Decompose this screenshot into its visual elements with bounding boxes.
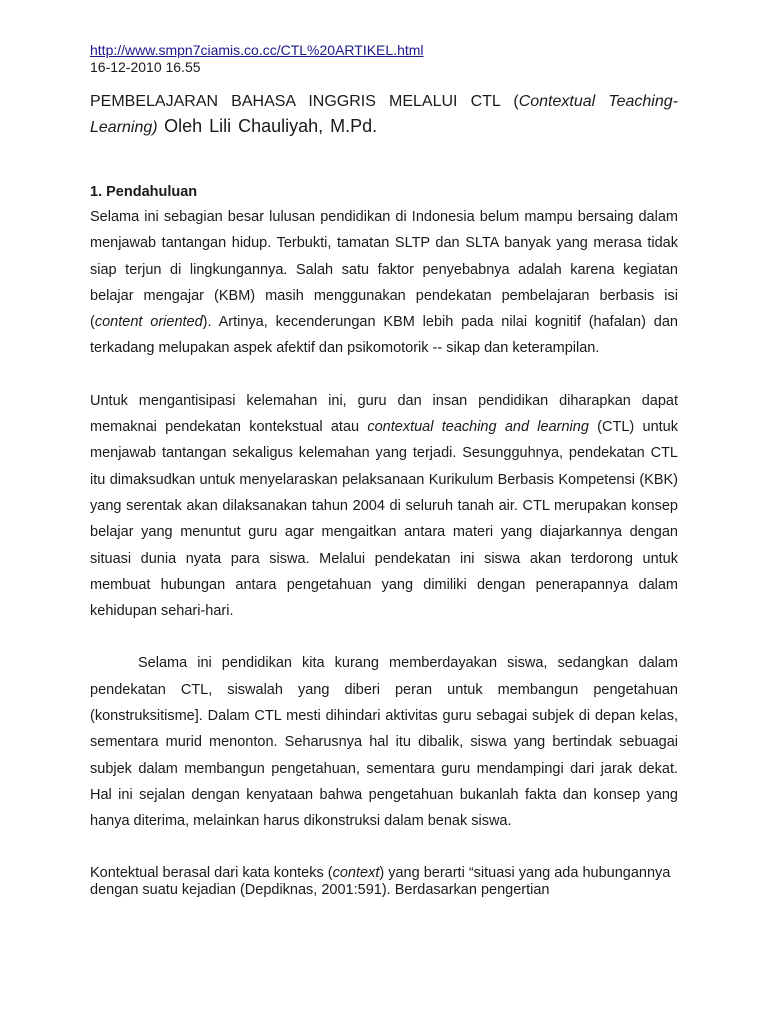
source-timestamp: 16-12-2010 16.55: [90, 59, 201, 75]
paragraph-1-italic: content oriented: [94, 314, 203, 331]
title-author: Oleh Lili Chauliyah, M.Pd.: [164, 116, 378, 136]
paragraph-2-text-a: Untuk mengantisipasi kelemahan ini, guru dan insan pendidikan diharapkan dapat memaknai pendekatan kontekstual atau: [90, 392, 678, 436]
paragraph-4-text-a: Kontektual berasal dari kata konteks (: [90, 864, 333, 881]
title-italic: Contextual Teaching- Learning): [90, 93, 678, 136]
paragraph-4-italic: context: [332, 864, 380, 881]
paragraph-1-text-a: Selama ini sebagian besar lulusan pendidikan di Indonesia belum mampu bersaing dalam menjawab tantangan hidup. Terbukti, tamatan SLTP dan SLTA banyak yang merasa tidak siap terjun di lingkungannya. Salah satu faktor penyebabnya adalah karena kegiatan belajar mengajar (KBM) masih menggunakan pendekatan pembelajaran berbasis isi (: [90, 209, 678, 331]
paragraph-2-text-b: (CTL) untuk menjawab tantangan sekaligus kelemahan yang terjadi. Sesungguhnya, pendekatan CTL itu dimaksudkan untuk menyelaraskan pelaksanaan Kurikulum Berbasis Kompetensi (KBK) yang serentak akan dilaksanakan tahun 2004 di seluruh tanah air. CTL merupakan konsep belajar yang menuntut guru agar mengaitkan antara materi yang diajarkannya dengan situasi dunia nyata para siswa. Melalui pendekatan ini siswa akan terdorong untuk membuat hubungan antara pengetahuan yang dimiliki dengan penerapannya dalam kehidupan sehari-hari.: [90, 419, 678, 620]
title-main: PEMBELAJARAN BAHASA INGGRIS MELALUI CTL (: [90, 93, 519, 110]
paragraph-1: [90, 204, 678, 362]
paragraph-4-text-b: ) yang berarti “situasi yang ada hubungannya dengan suatu kejadian (Depdiknas, 2001:591). Berdasarkan pengertian: [90, 864, 671, 899]
paragraph-4: [90, 865, 678, 900]
article-body: [90, 42, 678, 914]
paragraph-1-text-b: ). Artinya, kecenderungan KBM lebih pada nilai kognitif (hafalan) dan terkadang melupakan aspek afektif dan psikomotorik -- sikap dan keterampilan.: [90, 314, 678, 357]
paragraph-3: Selama ini pendidikan kita kurang memberdayakan siswa, sedangkan dalam pendekatan CTL, siswalah yang diberi peran untuk membangun pengetahuan (konstruksitisme]. Dalam CTL mesti dihindari aktivitas guru sebagai subjek di depan kelas, sementara murid menonton. Seharusnya hal itu dibalik, siswa yang bertindak sebuagai subjek dalam membangun pengetahuan, sementara guru mendampingi dari jarak dekat. Hal ini sejalan dengan kenyataan bahwa pengetahuan bukanlah fakta dan konsep yang hanya diterima, melainkan harus dikonstruksi dalam benak siswa.: [90, 655, 678, 830]
section-heading: 1. Pendahuluan: [90, 184, 198, 200]
article-title: [90, 90, 678, 140]
source-url-link[interactable]: http://www.smpn7ciamis.co.cc/CTL%20ARTIKEL.html: [90, 42, 424, 58]
paragraph-2: [90, 388, 678, 625]
paragraph-2-italic: contextual teaching and learning: [367, 419, 589, 436]
